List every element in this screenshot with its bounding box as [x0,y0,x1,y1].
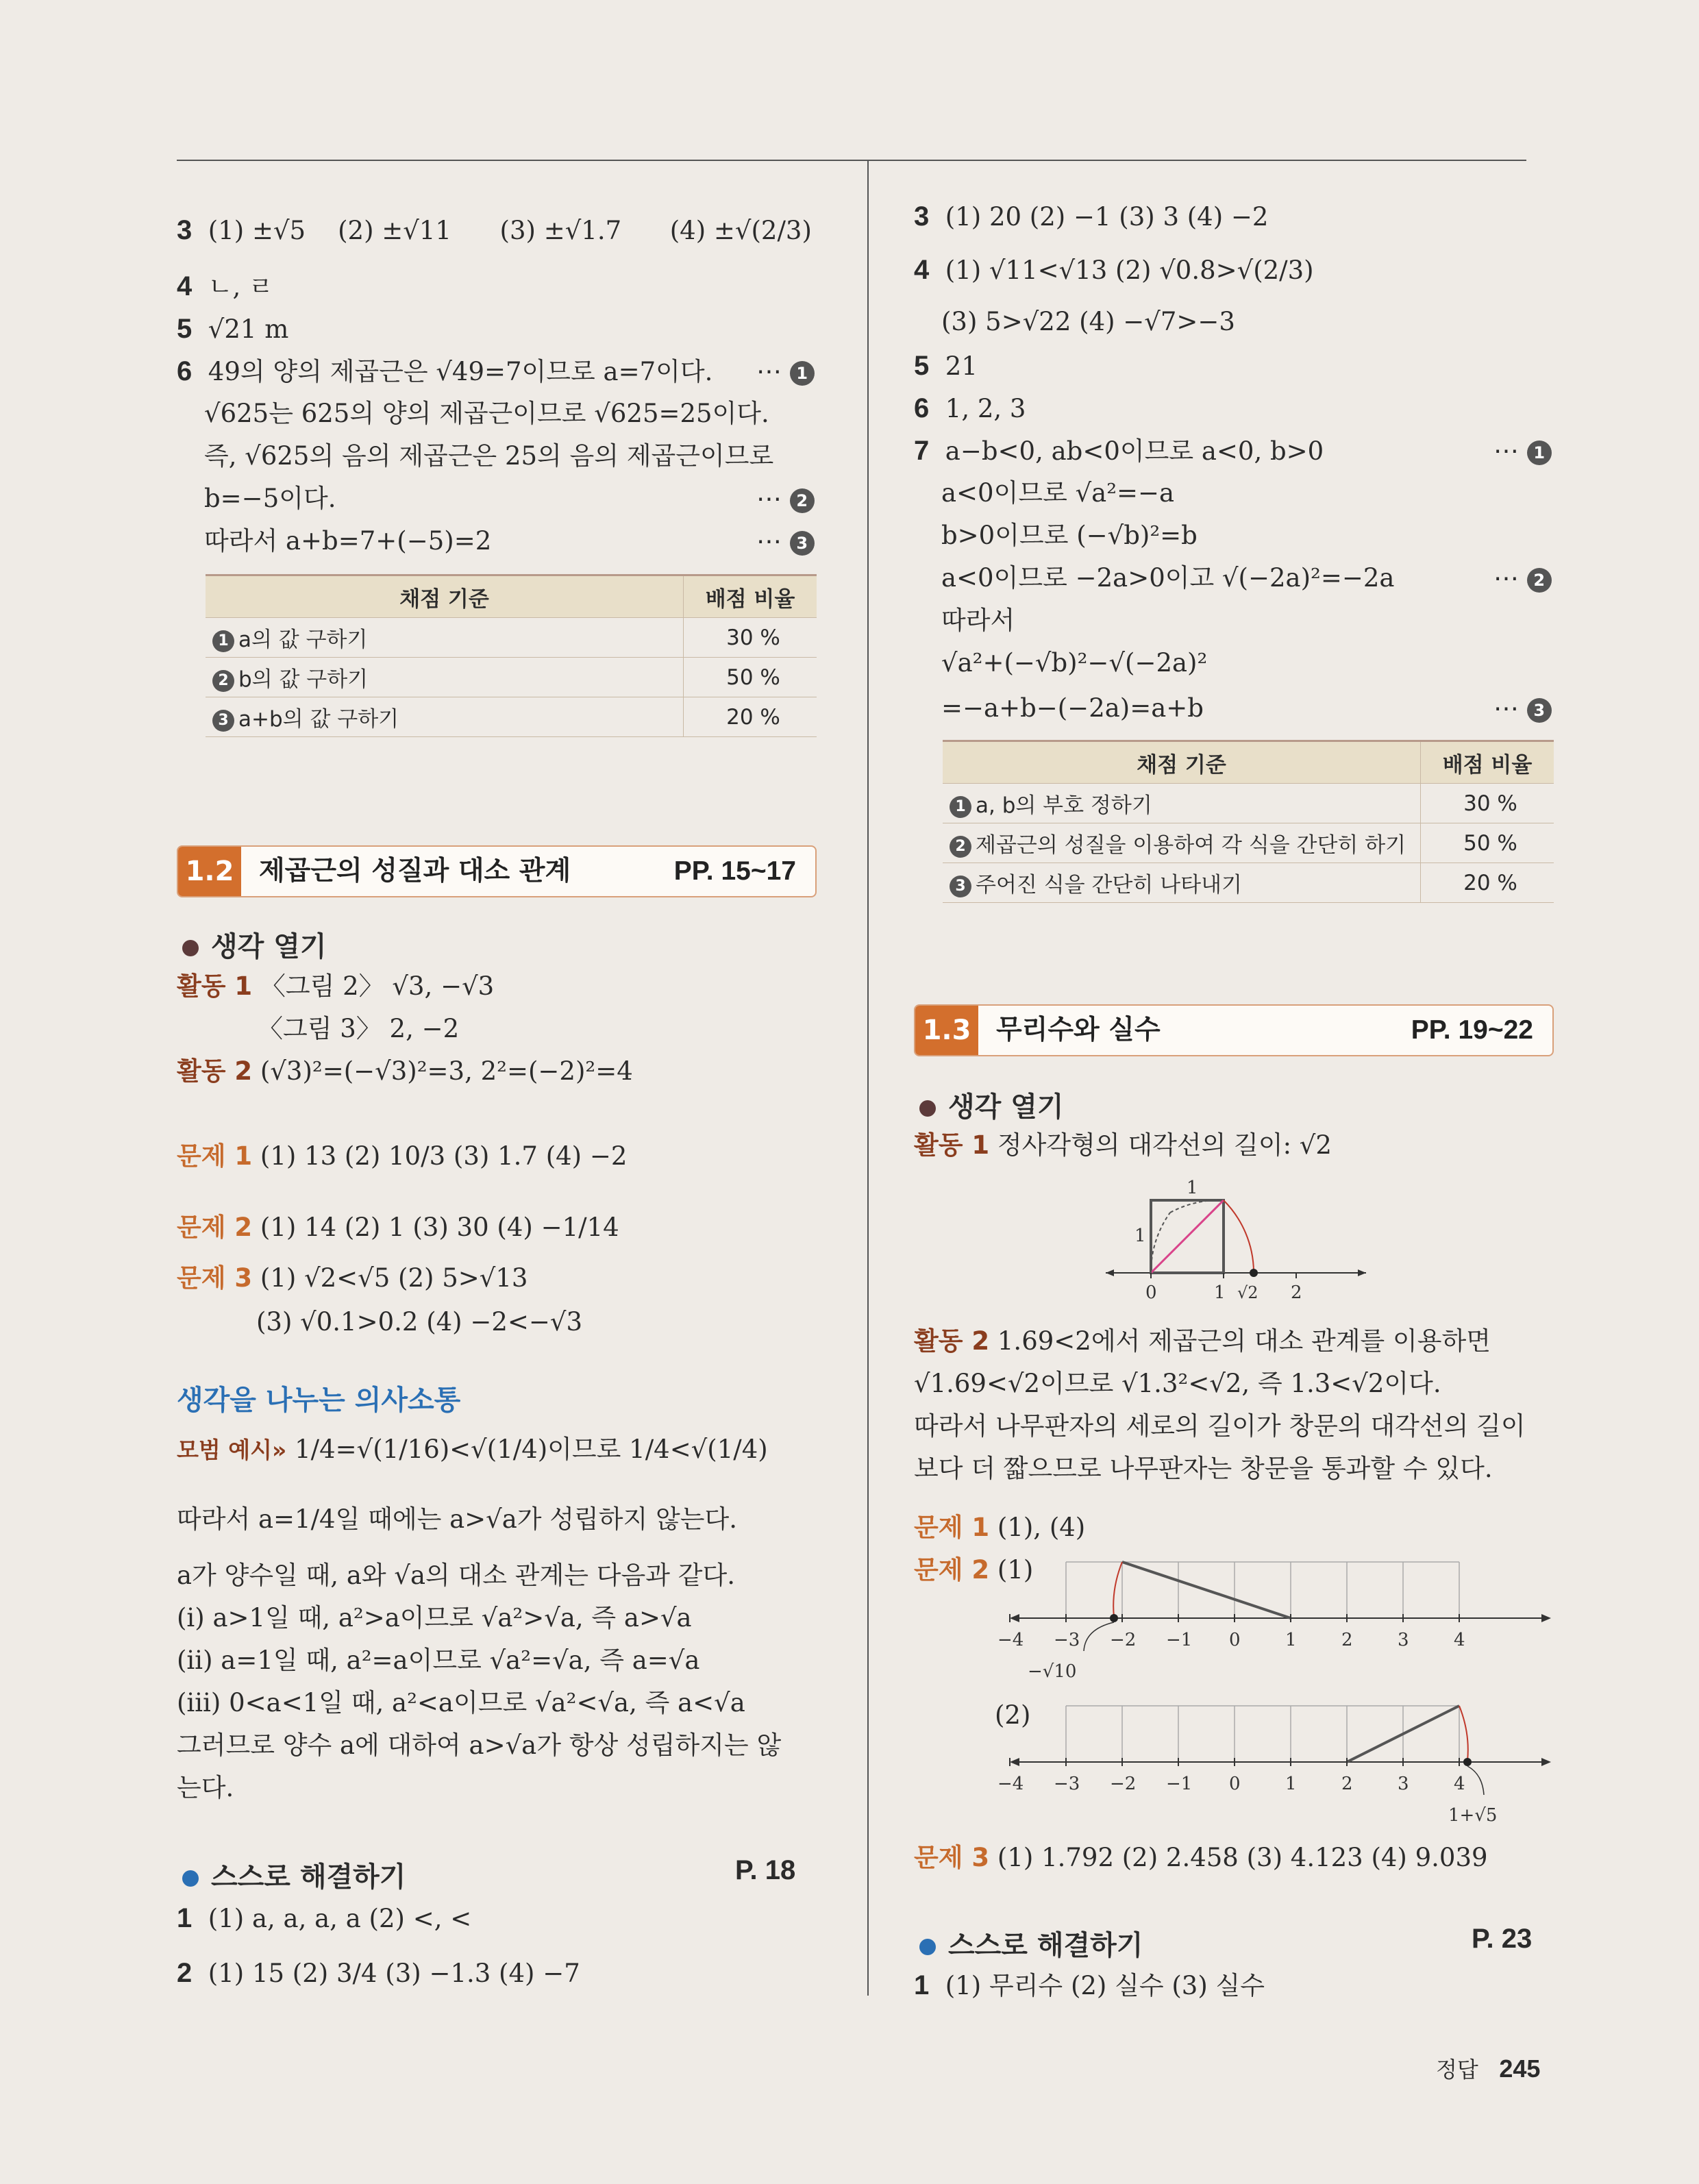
table-header-ratio: 배점 비율 [1421,741,1554,784]
r-answer-7-mark-1: ⋯ 1 [1493,434,1552,467]
r-answer-7-line-6: √a²+(−√b)²−√(−2a)² [941,648,1208,678]
fig-label-left-one: 1 [1134,1226,1146,1246]
right-column [914,0,1558,2184]
r-activity-2-line-3: 따라서 나무판자의 세로의 길이가 창문의 대각선의 길이 [914,1411,1526,1441]
problem-2: 문제 2 (1) 14 (2) 1 (3) 30 (4) −1/14 [177,1213,619,1242]
answer-6-line-4: b=−5이다. [204,484,336,513]
r-activity-2: 활동 2 1.69<2에서 제곱근의 대소 관계를 이용하면 [914,1326,1491,1356]
fig-label-top-one: 1 [1187,1178,1198,1198]
body-line-6: 그러므로 양수 a에 대하여 a>√a가 항상 성립하지는 않 [177,1730,782,1760]
answer-6-mark-3: ⋯ 3 [756,525,815,558]
activity-1: 활동 1 〈그림 2〉 √3, −√3 [177,971,495,1001]
tick-label: 3 [1398,1774,1409,1794]
self-answer-2: 2 (1) 15 (2) 3/4 (3) −1.3 (4) −7 [177,1958,580,1988]
r-answer-3: 3 (1) 20 (2) −1 (3) 3 (4) −2 [914,201,1269,232]
fig-tick-1: 1 [1214,1282,1226,1303]
answer-6-mark-2: ⋯ 2 [756,482,815,515]
left-column [177,0,821,2184]
column-divider [867,160,869,1996]
tick-label: −1 [1166,1630,1193,1650]
r-answer-7-line-2: a<0이므로 √a²=−a [941,478,1175,508]
r-answer-7-mark-2: ⋯ 2 [1493,562,1552,595]
footer [1436,2052,1540,2084]
self-solve-page-2: P. 23 [1472,1924,1533,1954]
label-minus-root10: −√10 [1028,1661,1077,1682]
tick-label: −2 [1110,1630,1137,1650]
bullet-icon [919,1939,936,1955]
tick-label: 0 [1229,1774,1241,1794]
problem-3: 문제 3 (1) √2<√5 (2) 5>√13 [177,1263,528,1293]
r-activity-1: 활동 1 정사각형의 대각선의 길이: √2 [914,1130,1332,1160]
bullet-icon [182,1870,199,1887]
fig-tick-2: 2 [1291,1282,1302,1303]
tick-label: −1 [1166,1774,1193,1794]
answer-6-line-5: 따라서 a+b=7+(−5)=2 [204,526,492,556]
answer-6-line-3: 즉, √625의 음의 제곱근은 25의 음의 제곱근이므로 [204,441,774,471]
tick-label: −3 [1054,1630,1080,1650]
section-1-2-header: 1.2 제곱근의 성질과 대소 관계 PP. 15~17 [177,845,817,897]
open-thinking-heading-2: 생각 열기 [919,1085,1064,1124]
answer-5: 5 √21 m [177,314,289,344]
r-self-answer-1: 1 (1) 무리수 (2) 실수 (3) 실수 [914,1970,1265,2000]
tick-label: −2 [1110,1774,1137,1794]
tick-label: 4 [1454,1774,1465,1794]
table-header-criteria: 채점 기준 [206,575,684,618]
communication-title: 생각을 나누는 의사소통 [177,1385,461,1416]
body-line-4: (ⅱ) a=1일 때, a²=a이므로 √a²=√a, 즉 a=√a [177,1646,700,1675]
page-number: 245 [1499,2055,1541,2083]
tick-label: 1 [1285,1630,1297,1650]
self-solve-page: P. 18 [735,1855,796,1885]
fig-tick-0: 0 [1145,1282,1157,1303]
bullet-icon [919,1100,936,1117]
tick-label: −4 [997,1630,1024,1650]
table-row: 1 a, b의 부호 정하기 30 % [943,784,1554,823]
problem-3-line-2: (3) √0.1>0.2 (4) −2<−√3 [256,1307,583,1337]
r-answer-7-line-3: b>0이므로 (−√b)²=b [941,521,1198,550]
answer-6-line-2: √625는 625의 양의 제곱근이므로 √625=25이다. [204,399,769,428]
r-activity-2-line-4: 보다 더 짧으므로 나무판자는 창문을 통과할 수 있다. [914,1454,1493,1483]
table-row: 3 a+b의 값 구하기 20 % [206,697,817,737]
table-row: 3 주어진 식을 간단히 나타내기 20 % [943,863,1554,903]
r-answer-7-line-5: 따라서 [941,606,1015,635]
r-answer-4: 4 (1) √11<√13 (2) √0.8>√(2/3) [914,255,1314,285]
bullet-icon [182,940,199,956]
tick-label: −3 [1054,1774,1080,1794]
tick-label: 1 [1285,1774,1297,1794]
tick-label: −4 [997,1774,1024,1794]
table-header-criteria: 채점 기준 [943,741,1421,784]
r-answer-7-line-7: =−a+b−(−2a)=a+b [941,693,1204,723]
r-problem-2: 문제 2 (1) [914,1555,1034,1585]
activity-2: 활동 2 (√3)²=(−√3)²=3, 2²=(−2)²=4 [177,1056,633,1086]
tick-label: 2 [1341,1630,1353,1650]
table-header-ratio: 배점 비율 [684,575,817,618]
tick-label: 2 [1341,1774,1353,1794]
open-thinking-heading: 생각 열기 [182,925,327,964]
self-solve-heading: 스스로 해결하기 [182,1855,406,1894]
diagonal-number-line-figure [1092,1165,1407,1302]
r-answer-7: 7 a−b<0, ab<0이므로 a<0, b>0 [914,436,1324,466]
problem-1: 문제 1 (1) 13 (2) 10/3 (3) 1.7 (4) −2 [177,1141,628,1171]
answer-6-mark-1: ⋯ 1 [756,355,815,388]
r-activity-2-line-2: √1.69<√2이므로 √1.3²<√2, 즉 1.3<√2이다. [914,1369,1441,1398]
scoring-table-2 [943,740,1554,903]
r-answer-7-mark-3: ⋯ 3 [1493,692,1552,725]
fig-tick-root2: √2 [1237,1283,1258,1302]
section-1-3-header: 1.3 무리수와 실수 PP. 19~22 [914,1004,1554,1056]
table-row: 2 b의 값 구하기 50 % [206,658,817,697]
tick-label: 4 [1454,1630,1465,1650]
r-answer-6: 6 1, 2, 3 [914,393,1026,423]
body-line-5: (ⅲ) 0<a<1일 때, a²<a이므로 √a²<√a, 즉 a<√a [177,1688,745,1717]
footer-label: 정답 [1436,2057,1478,2083]
answer-3: 3 (1) ±√5 (2) ±√11 (3) ±√1.7 (4) ±√(2/3) [177,215,812,245]
number-line-figure-2 [997,1699,1558,1836]
r-problem-1: 문제 1 (1), (4) [914,1513,1086,1542]
table-row: 2 제곱근의 성질을 이용하여 각 식을 간단히 하기 50 % [943,823,1554,863]
r-problem-3: 문제 3 (1) 1.792 (2) 2.458 (3) 4.123 (4) 9.039 [914,1843,1488,1872]
body-line-7: 는다. [177,1773,234,1802]
answer-6: 6 49의 양의 제곱근은 √49=7이므로 a=7이다. [177,356,713,386]
scoring-table-1 [206,574,817,737]
label-one-plus-root5: 1+√5 [1448,1805,1498,1826]
r-answer-4-line-2: (3) 5>√22 (4) −√7>−3 [941,307,1235,336]
r-answer-7-line-4: a<0이므로 −2a>0이고 √(−2a)²=−2a [941,563,1395,593]
self-answer-1: 1 (1) a, a, a, a (2) <, < [177,1903,472,1933]
model-example: 모범 예시» 1/4=√(1/16)<√(1/4)이므로 1/4<√(1/4) [177,1435,768,1464]
body-line-2: a가 양수일 때, a와 √a의 대소 관계는 다음과 같다. [177,1561,735,1590]
r-answer-5: 5 21 [914,351,978,381]
activity-1-line-2: 〈그림 3〉 2, −2 [258,1014,460,1043]
tick-label: 3 [1398,1630,1409,1650]
answer-4: 4 ㄴ, ㄹ [177,271,273,301]
table-row: 1 a의 값 구하기 30 % [206,618,817,658]
self-solve-heading-2: 스스로 해결하기 [919,1924,1143,1963]
number-line-figure-1 [997,1555,1558,1692]
body-line-3: (ⅰ) a>1일 때, a²>a이므로 √a²>√a, 즉 a>√a [177,1603,692,1633]
r-problem-2-part-2: (2) [995,1700,1031,1730]
tick-label: 0 [1229,1630,1241,1650]
body-line-1: 따라서 a=1/4일 때에는 a>√a가 성립하지 않는다. [177,1504,738,1534]
